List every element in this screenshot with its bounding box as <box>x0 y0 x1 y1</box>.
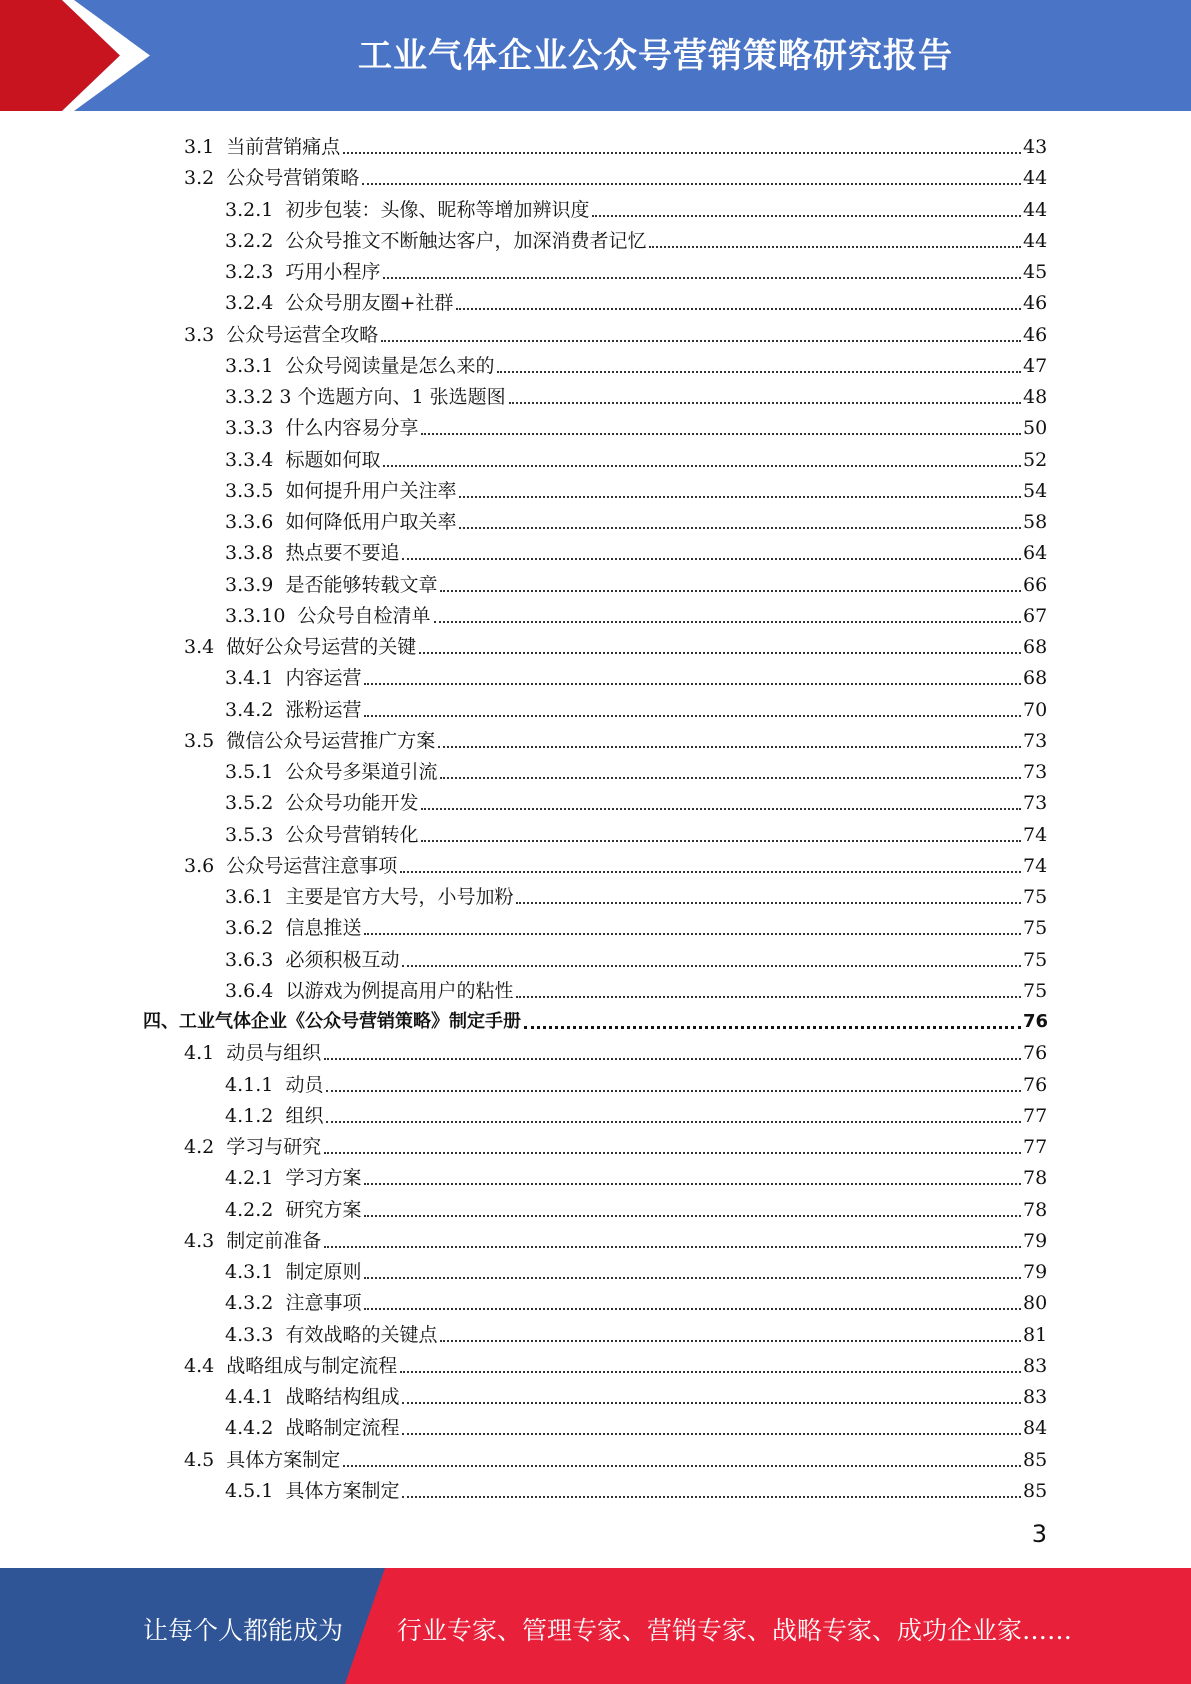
toc-entry[interactable] <box>225 816 1047 847</box>
toc-entry-title: 研究方案 <box>285 1199 362 1221</box>
toc-entry-title: 信息推送 <box>285 917 362 939</box>
toc-entry-page: 52 <box>1023 449 1048 471</box>
toc-dot-leader <box>434 621 1021 623</box>
toc-entry[interactable] <box>184 722 1047 753</box>
toc-dot-leader <box>402 965 1021 967</box>
toc-entry-page: 78 <box>1023 1167 1048 1189</box>
toc-dot-leader <box>324 1058 1021 1060</box>
toc-entry-title: 公众号营销策略 <box>226 167 360 189</box>
toc-entry-page: 73 <box>1023 761 1048 783</box>
toc-entry-title: 如何提升用户关注率 <box>285 480 457 502</box>
toc-entry-title: 公众号多渠道引流 <box>285 761 438 783</box>
toc-entry[interactable] <box>225 191 1047 222</box>
toc-dot-leader <box>343 152 1021 154</box>
toc-entry-number: 3.3.1 <box>225 355 286 377</box>
toc-entry-page: 70 <box>1023 699 1048 721</box>
toc-dot-leader <box>438 746 1021 748</box>
toc-dot-leader <box>400 1371 1021 1373</box>
toc-entry-number: 3.3.5 <box>225 480 286 502</box>
toc-dot-leader <box>402 1402 1021 1404</box>
toc-entry[interactable] <box>225 441 1047 472</box>
toc-entry-title: 动员 <box>285 1074 324 1096</box>
toc-entry[interactable] <box>225 534 1047 565</box>
toc-entry-page: 68 <box>1023 667 1048 689</box>
toc-entry-page: 84 <box>1023 1417 1048 1439</box>
toc-dot-leader <box>440 777 1021 779</box>
toc-entry[interactable] <box>225 941 1047 972</box>
footer-slogan-right: 行业专家、管理专家、营销专家、战略专家、成功企业家…… <box>397 1616 1073 1645</box>
toc-entry-page: 46 <box>1023 292 1048 314</box>
toc-dot-leader <box>592 215 1021 217</box>
toc-entry-number: 4.1.2 <box>225 1105 286 1127</box>
toc-entry-number: 3.3.4 <box>225 449 286 471</box>
toc-entry-title: 制定前准备 <box>226 1230 322 1252</box>
toc-entry[interactable] <box>184 847 1047 878</box>
toc-entry-title: 主要是官方大号，小号加粉 <box>285 886 514 908</box>
toc-entry[interactable] <box>225 659 1047 690</box>
toc-entry-page: 68 <box>1023 636 1048 658</box>
toc-entry-number: 3.5 <box>184 730 227 752</box>
toc-entry-page: 74 <box>1023 824 1048 846</box>
toc-dot-leader <box>383 465 1021 467</box>
toc-entry-page: 77 <box>1023 1105 1048 1127</box>
toc-entry[interactable] <box>184 1034 1047 1065</box>
toc-entry-title: 是否能够转载文章 <box>285 574 438 596</box>
toc-dot-leader <box>421 808 1021 810</box>
toc-entry[interactable] <box>225 1284 1047 1315</box>
toc-entry-page: 76 <box>1023 1011 1049 1032</box>
toc-entry-title: 如何降低用户取关率 <box>285 511 457 533</box>
toc-entry-title: 微信公众号运营推广方案 <box>226 730 436 752</box>
toc-entry-number: 3.5.2 <box>225 792 286 814</box>
toc-entry[interactable] <box>225 1159 1047 1190</box>
toc-entry[interactable] <box>225 1378 1047 1409</box>
toc-entry-number: 3.4.1 <box>225 667 286 689</box>
toc-entry-page: 75 <box>1023 980 1048 1002</box>
toc-entry-number: 4.5.1 <box>225 1480 286 1502</box>
toc-entry-number: 3.3.3 <box>225 417 286 439</box>
toc-dot-leader <box>459 527 1021 529</box>
toc-dot-leader <box>364 1277 1021 1279</box>
toc-dot-leader <box>516 996 1021 998</box>
toc-entry-title: 巧用小程序 <box>285 261 381 283</box>
toc-entry-title: 当前营销痛点 <box>226 136 341 158</box>
toc-entry-page: 75 <box>1023 886 1048 908</box>
toc-entry-page: 80 <box>1023 1292 1048 1314</box>
toc-entry-page: 77 <box>1023 1136 1048 1158</box>
toc-entry-page: 44 <box>1023 167 1048 189</box>
toc-entry-title: 学习方案 <box>285 1167 362 1189</box>
page-header <box>0 0 1191 111</box>
toc-entry[interactable] <box>184 1128 1047 1159</box>
toc-entry-page: 76 <box>1023 1074 1048 1096</box>
toc-entry[interactable] <box>225 409 1047 440</box>
toc-entry[interactable] <box>225 1066 1047 1097</box>
toc-entry-page: 54 <box>1023 480 1048 502</box>
toc-entry-title: 公众号功能开发 <box>285 792 419 814</box>
toc-dot-leader <box>516 902 1021 904</box>
toc-entry-number: 3.3.10 <box>225 605 298 627</box>
toc-entry-number: 3.2.3 <box>225 261 286 283</box>
toc-entry-page: 48 <box>1023 386 1048 408</box>
toc-entry-number: 3.2.1 <box>225 199 286 221</box>
toc-entry-page: 67 <box>1023 605 1048 627</box>
toc-entry[interactable] <box>225 691 1047 722</box>
toc-entry-number: 4.3.1 <box>225 1261 286 1283</box>
toc-entry-number: 3.6.1 <box>225 886 286 908</box>
toc-entry[interactable] <box>225 878 1047 909</box>
toc-entry-title: 具体方案制定 <box>226 1449 341 1471</box>
toc-entry-page: 75 <box>1023 949 1048 971</box>
toc-dot-leader <box>364 715 1021 717</box>
toc-dot-leader <box>421 840 1021 842</box>
toc-entry[interactable] <box>225 1253 1047 1284</box>
toc-dot-leader <box>440 590 1021 592</box>
toc-entry-title: 组织 <box>285 1105 324 1127</box>
toc-dot-leader <box>497 371 1021 373</box>
toc-entry[interactable] <box>225 472 1047 503</box>
toc-dot-leader <box>649 246 1021 248</box>
toc-entry-page: 83 <box>1023 1386 1048 1408</box>
toc-entry-number: 3.4 <box>184 636 227 658</box>
toc-entry-title: 公众号阅读量是怎么来的 <box>285 355 495 377</box>
toc-entry-page: 75 <box>1023 917 1048 939</box>
toc-entry-number: 3.1 <box>184 136 227 158</box>
toc-entry[interactable] <box>225 909 1047 940</box>
toc-dot-leader <box>421 433 1021 435</box>
toc-entry-title: 注意事项 <box>285 1292 362 1314</box>
toc-entry-number: 4.2.1 <box>225 1167 286 1189</box>
toc-entry[interactable] <box>184 1222 1047 1253</box>
toc-dot-leader <box>362 183 1021 185</box>
toc-entry-number: 3.3 <box>184 324 227 346</box>
toc-entry[interactable] <box>143 1003 1047 1034</box>
toc-entry-page: 73 <box>1023 792 1048 814</box>
toc-entry-page: 66 <box>1023 574 1048 596</box>
toc-entry-title: 四、工业气体企业《公众号营销策略》制定手册 <box>143 1011 521 1032</box>
toc-entry-number: 3.5.3 <box>225 824 286 846</box>
toc-entry-title: 有效战略的关键点 <box>285 1324 438 1346</box>
toc-entry[interactable] <box>225 347 1047 378</box>
page-footer <box>0 1568 1191 1684</box>
toc-entry-number: 3.5.1 <box>225 761 286 783</box>
toc-entry-page: 74 <box>1023 855 1048 877</box>
toc-dot-leader <box>326 1121 1021 1123</box>
toc-dot-leader <box>324 1246 1021 1248</box>
toc-dot-leader <box>364 1183 1021 1185</box>
toc-entry[interactable] <box>225 284 1047 315</box>
page-number: 3 <box>1031 1520 1047 1548</box>
toc-entry-number: 4.2 <box>184 1136 227 1158</box>
toc-entry[interactable] <box>225 1472 1047 1503</box>
toc-dot-leader <box>402 558 1021 560</box>
toc-entry-title: 热点要不要追 <box>285 542 400 564</box>
toc-entry-number: 3.4.2 <box>225 699 286 721</box>
toc-entry[interactable] <box>225 503 1047 534</box>
toc-dot-leader <box>402 1433 1021 1435</box>
toc-entry-page: 44 <box>1023 230 1048 252</box>
toc-entry-title: 公众号推文不断触达客户，加深消费者记忆 <box>285 230 647 252</box>
toc-entry-title: 以游戏为例提高用户的粘性 <box>285 980 514 1002</box>
toc-entry-number: 3.6 <box>184 855 227 877</box>
toc-entry-page: 46 <box>1023 324 1048 346</box>
toc-entry[interactable] <box>225 597 1047 628</box>
toc-entry[interactable] <box>184 159 1047 190</box>
toc-entry-page: 83 <box>1023 1355 1048 1377</box>
toc-entry-number: 4.4.1 <box>225 1386 286 1408</box>
header-arrow-decoration <box>0 0 160 111</box>
toc-entry-title: 做好公众号运营的关键 <box>226 636 417 658</box>
toc-entry-title: 标题如何取 <box>285 449 381 471</box>
toc-dot-leader <box>364 1215 1021 1217</box>
toc-entry-title: 公众号朋友圈+社群 <box>285 292 454 314</box>
footer-slogan-left: 让每个人都能成为 <box>143 1616 344 1645</box>
toc-entry[interactable] <box>225 1097 1047 1128</box>
toc-entry-number: 4.5 <box>184 1449 227 1471</box>
toc-entry-number: 4.2.2 <box>225 1199 286 1221</box>
toc-entry-page: 78 <box>1023 1199 1048 1221</box>
toc-dot-leader <box>459 496 1021 498</box>
toc-entry[interactable] <box>225 1316 1047 1347</box>
toc-entry-page: 45 <box>1023 261 1048 283</box>
toc-entry-page: 50 <box>1023 417 1048 439</box>
toc-entry-number: 3.6.3 <box>225 949 286 971</box>
toc-entry-title: 内容运营 <box>285 667 362 689</box>
toc-entry-title: 必须积极互动 <box>285 949 400 971</box>
toc-entry-title: 战略组成与制定流程 <box>226 1355 398 1377</box>
toc-entry[interactable] <box>184 316 1047 347</box>
toc-entry[interactable] <box>225 1191 1047 1222</box>
toc-entry[interactable] <box>225 222 1047 253</box>
toc-entry-title: 制定原则 <box>285 1261 362 1283</box>
toc-entry-page: 44 <box>1023 199 1048 221</box>
toc-entry[interactable] <box>225 972 1047 1003</box>
toc-entry[interactable] <box>225 378 1047 409</box>
toc-entry-number: 3.6.2 <box>225 917 286 939</box>
toc-entry-page: 47 <box>1023 355 1048 377</box>
toc-entry[interactable] <box>184 1347 1047 1378</box>
toc-entry-page: 85 <box>1023 1449 1048 1471</box>
toc-entry-number: 3.3.8 <box>225 542 286 564</box>
toc-dot-leader <box>440 1340 1021 1342</box>
toc-dot-leader <box>419 652 1021 654</box>
toc-dot-leader <box>509 402 1021 404</box>
toc-entry-title: 战略结构组成 <box>285 1386 400 1408</box>
toc-entry-number: 4.1.1 <box>225 1074 286 1096</box>
toc-entry-number: 3.2.2 <box>225 230 286 252</box>
toc-entry-title: 公众号运营全攻略 <box>226 324 379 346</box>
toc-entry-number: 4.3.3 <box>225 1324 286 1346</box>
toc-dot-leader <box>400 871 1021 873</box>
toc-entry[interactable] <box>225 566 1047 597</box>
toc-entry-title: 公众号营销转化 <box>285 824 419 846</box>
toc-entry-title: 初步包装：头像、昵称等增加辨识度 <box>285 199 590 221</box>
toc-entry-page: 76 <box>1023 1042 1048 1064</box>
toc-entry[interactable] <box>184 1441 1047 1472</box>
toc-entry-title: 涨粉运营 <box>285 699 362 721</box>
toc-entry-number: 4.4 <box>184 1355 227 1377</box>
toc-entry-page: 43 <box>1023 136 1048 158</box>
toc-dot-leader <box>381 340 1021 342</box>
toc-entry-number: 4.3 <box>184 1230 227 1252</box>
toc-dot-leader <box>402 1496 1021 1498</box>
toc-dot-leader <box>364 683 1021 685</box>
toc-entry-page: 85 <box>1023 1480 1048 1502</box>
document-title: 工业气体企业公众号营销策略研究报告 <box>358 36 953 76</box>
toc-entry-number: 3.3.6 <box>225 511 286 533</box>
toc-entry-page: 79 <box>1023 1230 1048 1252</box>
toc-entry[interactable] <box>225 253 1047 284</box>
toc-dot-leader <box>364 1308 1021 1310</box>
toc-dot-leader <box>364 933 1021 935</box>
toc-entry-title: 具体方案制定 <box>285 1480 400 1502</box>
toc-entry-page: 79 <box>1023 1261 1048 1283</box>
toc-entry[interactable] <box>184 628 1047 659</box>
toc-dot-leader <box>326 1090 1021 1092</box>
toc-entry-number: 3.3.2 <box>225 386 280 408</box>
toc-entry-number: 3.2 <box>184 167 227 189</box>
toc-entry[interactable] <box>225 753 1047 784</box>
toc-entry-title: 3 个选题方向、1 张选题图 <box>279 386 506 408</box>
toc-entry[interactable] <box>225 1409 1047 1440</box>
toc-entry-title: 什么内容易分享 <box>285 417 419 439</box>
toc-entry-title: 战略制定流程 <box>285 1417 400 1439</box>
toc-entry-number: 4.3.2 <box>225 1292 286 1314</box>
toc-dot-leader <box>324 1152 1021 1154</box>
toc-entry-page: 58 <box>1023 511 1048 533</box>
toc-dot-leader <box>383 277 1021 279</box>
toc-entry-number: 4.4.2 <box>225 1417 286 1439</box>
toc-entry-title: 动员与组织 <box>226 1042 322 1064</box>
toc-entry-number: 3.3.9 <box>225 574 286 596</box>
toc-entry[interactable] <box>225 784 1047 815</box>
toc-entry-page: 81 <box>1023 1324 1048 1346</box>
toc-entry-title: 学习与研究 <box>226 1136 322 1158</box>
toc-dot-leader <box>524 1026 1021 1029</box>
toc-entry-number: 4.1 <box>184 1042 227 1064</box>
toc-entry-page: 73 <box>1023 730 1048 752</box>
toc-entry-title: 公众号运营注意事项 <box>226 855 398 877</box>
toc-dot-leader <box>343 1465 1021 1467</box>
toc-entry-number: 3.6.4 <box>225 980 286 1002</box>
toc-entry-number: 3.2.4 <box>225 292 286 314</box>
toc-dot-leader <box>456 308 1021 310</box>
toc-entry-title: 公众号自检清单 <box>297 605 431 627</box>
toc-entry-page: 64 <box>1023 542 1048 564</box>
toc-entry[interactable] <box>184 128 1047 159</box>
